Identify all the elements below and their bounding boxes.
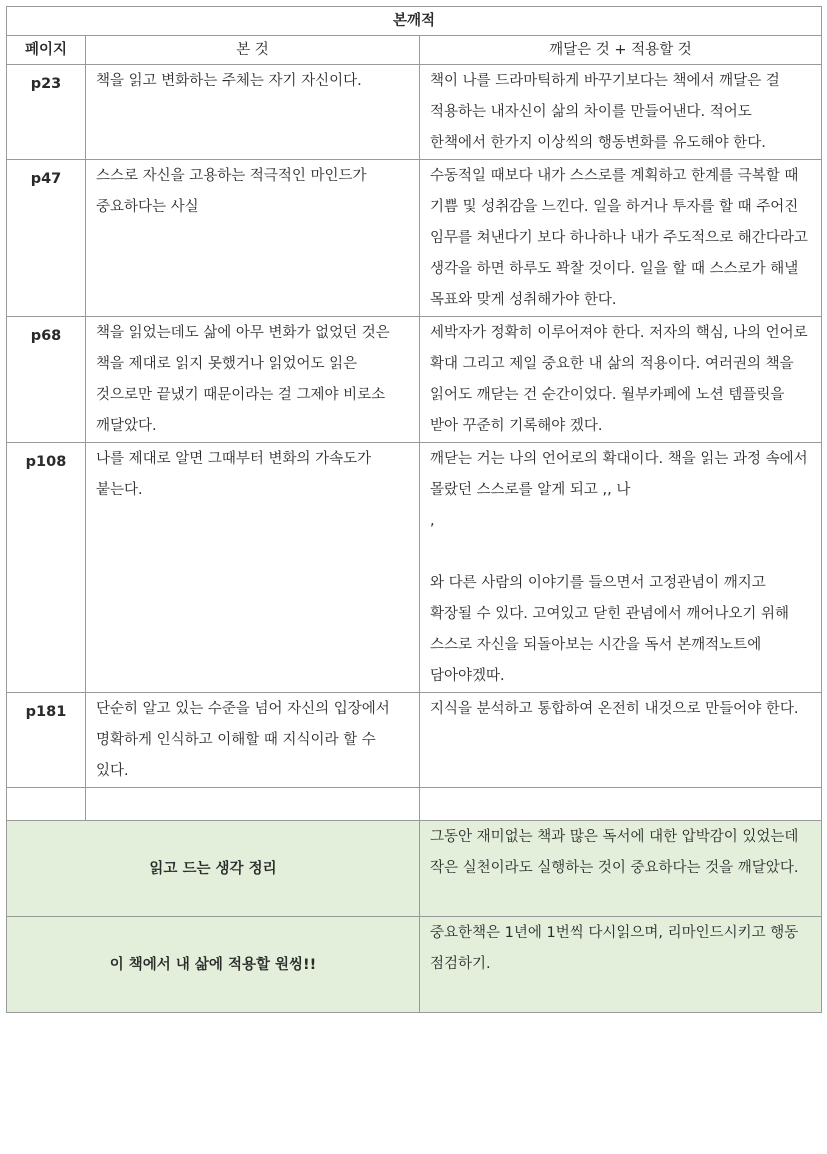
paragraph-gap [430, 537, 811, 568]
table-row [7, 65, 822, 160]
row-learned-text: , [430, 513, 435, 529]
table-body [7, 65, 822, 788]
table-row [7, 443, 822, 693]
header-seen: 본 것 [86, 36, 420, 65]
row-seen-text: 스스로 자신을 고용하는 적극적인 마인드가 중요하다는 사실 [86, 160, 420, 317]
table-row [7, 160, 822, 317]
row-page-number: p68 [7, 317, 86, 443]
header-learned: 깨달은 것 + 적용할 것 [420, 36, 822, 65]
table-row [7, 317, 822, 443]
summary-row-onething [7, 917, 822, 1013]
empty-cell [86, 788, 420, 821]
row-seen-text: 책을 읽고 변화하는 주체는 자기 자신이다. [86, 65, 420, 160]
row-learned-text: 지식을 분석하고 통합하여 온전히 내것으로 만들어야 한다. [430, 701, 799, 717]
row-learned-cell [420, 443, 822, 693]
summary-row-thoughts [7, 821, 822, 917]
empty-row [7, 788, 822, 821]
row-page-number: p23 [7, 65, 86, 160]
row-page-number: p181 [7, 693, 86, 788]
row-seen-text: 나를 제대로 알면 그때부터 변화의 가속도가 붙는다. [86, 443, 420, 693]
title-row [7, 7, 822, 36]
summary-label-thoughts: 읽고 드는 생각 정리 [7, 821, 420, 917]
row-seen-text: 단순히 알고 있는 수준을 넘어 자신의 입장에서 명확하게 인식하고 이해할 때 지식이라 할 수 있다. [86, 693, 420, 788]
row-learned-text: 수동적일 때보다 내가 스스로를 계획하고 한계를 극복할 때 기쁨 및 성취감을 느낀다. 일을 하거나 투자를 할 때 주어진 임무를 쳐낸다기 보다 하나하나 내가 주도적으로 해간다라고 생각을 하면 하루도 꽉찰 것이다. 일을 할 때 스스로가 해낼 목표와 맞게 성취해가야 한다. [430, 168, 808, 308]
table-title: 본깨적 [7, 7, 822, 36]
row-learned-cell [420, 65, 822, 160]
empty-cell [7, 788, 86, 821]
table-row [7, 693, 822, 788]
header-page: 페이지 [7, 36, 86, 65]
empty-cell [420, 788, 822, 821]
row-learned-cell [420, 317, 822, 443]
summary-text-thoughts: 그동안 재미없는 책과 많은 독서에 대한 압박감이 있었는데 작은 실천이라도 실행하는 것이 중요하다는 것을 깨달았다. [420, 821, 822, 917]
row-seen-text: 책을 읽었는데도 삶에 아무 변화가 없었던 것은 책을 제대로 읽지 못했거나 읽었어도 읽은 것으로만 끝냈기 때문이라는 걸 그제야 비로소 깨달았다. [86, 317, 420, 443]
summary-text-onething: 중요한책은 1년에 1번씩 다시읽으며, 리마인드시키고 행동 점검하기. [420, 917, 822, 1013]
row-learned-text: 세박자가 정확히 이루어져야 한다. 저자의 핵심, 나의 언어로 확대 그리고 제일 중요한 내 삶의 적용이다. 여러권의 책을 읽어도 깨닫는 건 순간이었다. 월부카페에 노션 템플릿을 받아 꾸준히 기록해야 겠다. [430, 325, 808, 434]
row-learned-text: 와 다른 사람의 이야기를 들으면서 고정관념이 깨지고 확장될 수 있다. 고여있고 닫힌 관념에서 깨어나오기 위해 스스로 자신을 되돌아보는 시간을 독서 본깨적노트에 담아야겠따. [430, 575, 790, 684]
row-learned-text: 깨닫는 거는 나의 언어로의 확대이다. 책을 읽는 과정 속에서 몰랐던 스스로를 알게 되고 ,, 나 [430, 451, 808, 498]
row-learned-text: 책이 나를 드라마틱하게 바꾸기보다는 책에서 깨달은 걸 적용하는 내자신이 삶의 차이를 만들어낸다. 적어도 한책에서 한가지 이상씩의 행동변화를 유도해야 한다. [430, 73, 780, 151]
row-page-number: p47 [7, 160, 86, 317]
header-row [7, 36, 822, 65]
row-page-number: p108 [7, 443, 86, 693]
row-learned-cell [420, 693, 822, 788]
row-learned-cell [420, 160, 822, 317]
bongaejeok-table [6, 6, 822, 1013]
summary-label-onething: 이 책에서 내 삶에 적용할 원씽!! [7, 917, 420, 1013]
